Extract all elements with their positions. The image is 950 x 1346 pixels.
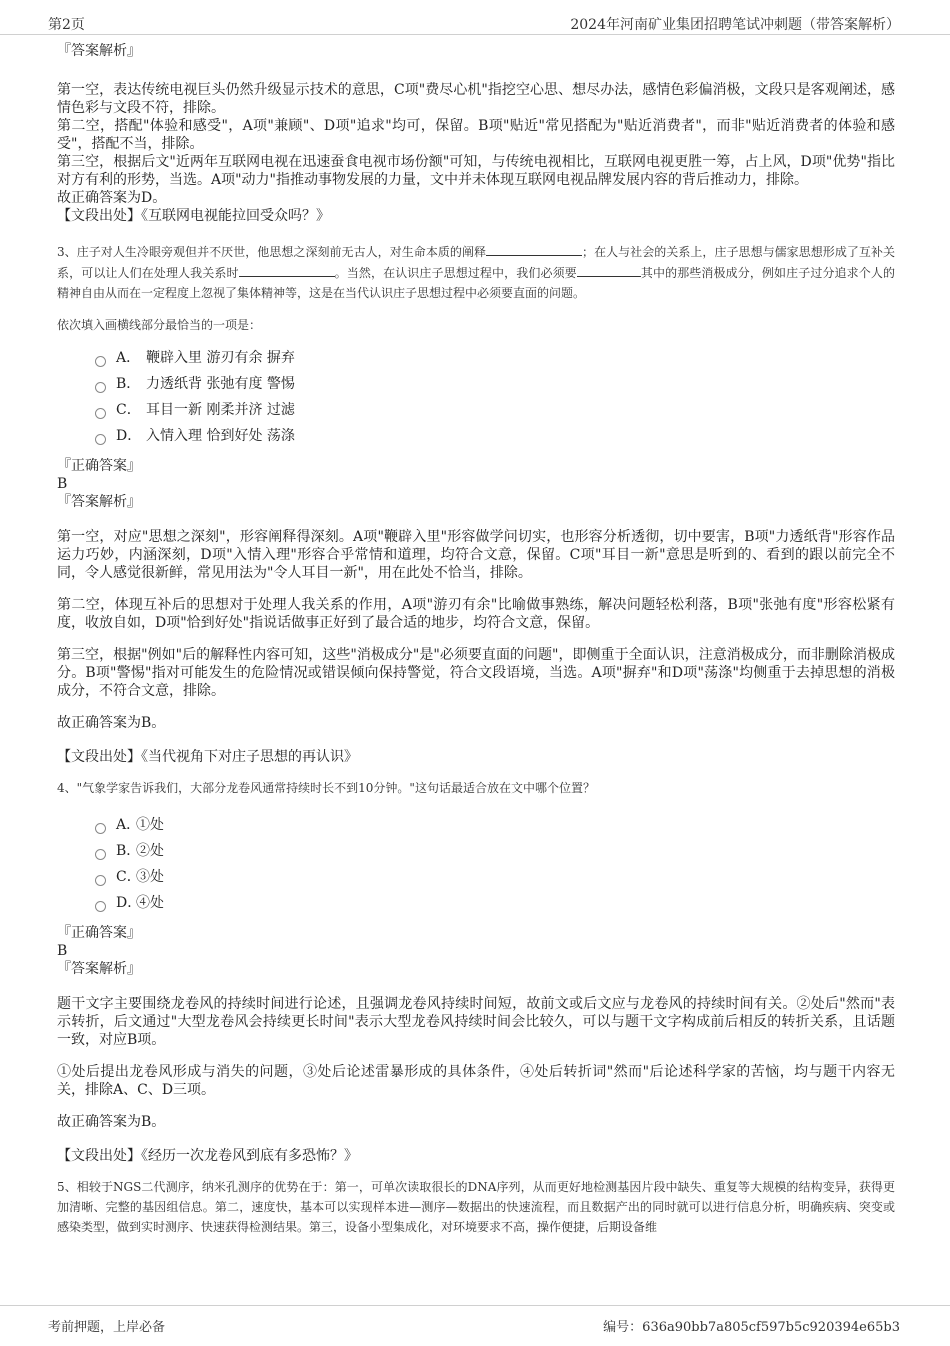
source-title: 《经历一次龙卷风到底有多恐怖？》 — [141, 1148, 358, 1164]
q3-option-b[interactable] — [95, 371, 895, 397]
q4-option-b[interactable] — [95, 838, 895, 864]
code-label: 编号： — [603, 1320, 643, 1335]
page-header — [0, 0, 950, 35]
q3-analysis-1: 第一空，对应"思想之深刻"，形容阐释得深刻。A项"鞭辟入里"形容做学问切实，也形容分析透彻，切中要害，B项"力透纸背"形容作品运力巧妙，内涵深刻，D项"入情入理"形容合乎常情和道理，均符合文意，保留。C项"耳目一新"意思是听到的、看到的跟以前完全不同，令人感觉很新鲜，常见用法为"令人耳目一新"，用在此处不恰当，排除。 — [57, 529, 895, 581]
radio-icon[interactable] — [95, 434, 106, 445]
radio-icon[interactable] — [95, 901, 106, 912]
source-tag: 【文段出处】 — [57, 749, 141, 765]
footer-slogan: 考前押题，上岸必备 — [48, 1320, 166, 1335]
radio-icon[interactable] — [95, 356, 106, 367]
q4-answer: B — [57, 943, 68, 959]
q4-options — [95, 812, 895, 916]
q3-stem-part: 其中的那些消极成分，例如庄子过分追求个人的精神自由从而在一定程度上忽视了集体精神等，这是在当代认识庄子思想过程中必须要直面的问题。 — [57, 266, 895, 300]
q3-prompt: 依次填入画横线部分最恰当的一项是： — [57, 318, 262, 332]
option-text: ①处 — [136, 817, 164, 833]
radio-icon[interactable] — [95, 875, 106, 886]
option-letter: D． — [116, 428, 142, 444]
q4-option-c[interactable] — [95, 864, 895, 890]
option-text: 力透纸背 张弛有度 警惕 — [146, 376, 295, 392]
radio-icon[interactable] — [95, 823, 106, 834]
q2-conclusion: 故正确答案为D。 — [57, 190, 167, 206]
q4-stem: 4、"气象学家告诉我们，大部分龙卷风通常持续时长不到10分钟。"这句话最适合放在文中哪个位置？ — [57, 781, 595, 795]
option-text: 耳目一新 刚柔并济 过滤 — [146, 402, 295, 418]
source-title: 《互联网电视能拉回受众吗？》 — [141, 208, 330, 224]
answer-blank — [486, 241, 582, 256]
q3-option-c[interactable] — [95, 397, 895, 423]
q2-analysis-1: 第一空，表达传统电视巨头仍然升级显示技术的意思，C项"费尽心机"指挖空心思、想尽办法，感情色彩偏消极，文段只是客观阐述，感情色彩与文段不符，排除。 — [57, 82, 895, 116]
option-letter: B． — [116, 843, 141, 859]
q4-source — [57, 1147, 895, 1165]
answer-label: 『正确答案』 — [57, 458, 141, 474]
q5-stem: 5、相较于NGS二代测序，纳米孔测序的优势在于：第一，可单次读取很长的DNA序列，从而更好地检测基因片段中缺失、重复等大规模的结构变异，获得更加清晰、完整的基因组信息。第二，速度快，基本可以实现样本进—测序—数据出的快速流程，而且数据产出的同时就可以进行信息分析，明确疾病、突变或感染类型，做到实时测序、快速获得检测结果。第三，设备小型集成化，对环境要求不高，操作便捷，后期设备维 — [57, 1180, 895, 1234]
option-letter: C． — [116, 402, 141, 418]
page-footer — [0, 1305, 950, 1346]
radio-icon[interactable] — [95, 849, 106, 860]
answer-blank — [239, 262, 335, 277]
q3-conclusion: 故正确答案为B。 — [57, 715, 166, 731]
q4-conclusion: 故正确答案为B。 — [57, 1114, 166, 1130]
q3-analysis-3: 第三空，根据"例如"后的解释性内容可知，这些"消极成分"是"必须要直面的问题"，即侧重于全面认识，注意消极成分，而非删除消极成分。B项"警惕"指对可能发生的危险情况或错误倾向保持警觉，符合文段语境，当选。A项"摒弃"和D项"荡涤"均侧重于去掉思想的消极成分，不符合文意，排除。 — [57, 647, 895, 699]
q3-stem-part: ；在人与社会的关系上，庄子思想与儒家思想形成了互补关系，可以让人们在处理人我关系时 — [57, 245, 895, 280]
source-tag: 【文段出处】 — [57, 208, 141, 224]
q2-analysis-3: 第三空，根据后文"近两年互联网电视在迅速蚕食电视市场份额"可知，与传统电视相比，互联网电视更胜一筹，占上风，D项"优势"指比对方有利的形势，当选。A项"动力"指推动事物发展的力量，文中并未体现互联网电视品牌发展内容的背后推动力，排除。 — [57, 154, 895, 188]
q4-option-a[interactable] — [95, 812, 895, 838]
option-letter: D． — [116, 895, 142, 911]
q4-option-d[interactable] — [95, 890, 895, 916]
option-letter: A． — [116, 350, 141, 366]
option-text: 入情入理 恰到好处 荡涤 — [146, 428, 295, 444]
answer-label: 『正确答案』 — [57, 925, 141, 941]
q3-options — [95, 345, 895, 449]
q3-source — [57, 748, 895, 766]
option-letter: C． — [116, 869, 141, 885]
q3-stem-part: 3、庄子对人生冷眼旁观但并不厌世，他思想之深刻前无古人，对生命本质的阐释 — [57, 245, 487, 259]
document-title: 2024年河南矿业集团招聘笔试冲刺题（带答案解析） — [570, 17, 900, 33]
analysis-label: 『答案解析』 — [57, 43, 141, 59]
q3-option-a[interactable] — [95, 345, 895, 371]
code-value: 636a90bb7a805cf597b5c920394e65b3 — [642, 1320, 900, 1335]
source-title: 《当代视角下对庄子思想的再认识》 — [141, 749, 358, 765]
q3-stem — [57, 241, 895, 303]
option-text: 鞭辟入里 游刃有余 摒弃 — [146, 350, 295, 366]
radio-icon[interactable] — [95, 382, 106, 393]
option-text: ③处 — [136, 869, 164, 885]
q3-stem-part: 。当然，在认识庄子思想过程中，我们必须要 — [334, 266, 577, 280]
option-letter: A． — [116, 817, 141, 833]
q4-analysis-1: 题干文字主要围绕龙卷风的持续时间进行论述，且强调龙卷风持续时间短，故前文或后文应与龙卷风的持续时间有关。②处后"然而"表示转折，后文通过"大型龙卷风会持续更长时间"表示大型龙卷风持续时间会比较久，可以与题干文字构成前后相反的转折关系，且话题一致，对应B项。 — [57, 996, 895, 1048]
radio-icon[interactable] — [95, 408, 106, 419]
q3-option-d[interactable] — [95, 423, 895, 449]
source-tag: 【文段出处】 — [57, 1148, 141, 1164]
q3-analysis-2: 第二空，体现互补后的思想对于处理人我关系的作用，A项"游刃有余"比喻做事熟练，解决问题轻松利落，B项"张弛有度"形容松紧有度，收放自如，D项"恰到好处"指说话做事正好到了最合适的地步，均符合文意，保留。 — [57, 597, 895, 631]
page-number: 第2页 — [48, 17, 85, 33]
q2-analysis-2: 第二空，搭配"体验和感受"，A项"兼顾"、D项"追求"均可，保留。B项"贴近"常见搭配为"贴近消费者"，而非"贴近消费者的体验和感受"，搭配不当，排除。 — [57, 118, 895, 152]
page-content — [57, 42, 895, 1237]
option-letter: B． — [116, 376, 141, 392]
q3-answer: B — [57, 476, 68, 492]
answer-blank — [577, 262, 641, 277]
analysis-label: 『答案解析』 — [57, 494, 141, 510]
option-text: ②处 — [136, 843, 164, 859]
analysis-label: 『答案解析』 — [57, 961, 141, 977]
document-code — [603, 1316, 900, 1335]
q4-analysis-2: ①处后提出龙卷风形成与消失的问题，③处后论述雷暴形成的具体条件，④处后转折词"然而"后论述科学家的苦恼，均与题干内容无关，排除A、C、D三项。 — [57, 1064, 895, 1098]
option-text: ④处 — [136, 895, 164, 911]
q2-source — [57, 207, 895, 225]
